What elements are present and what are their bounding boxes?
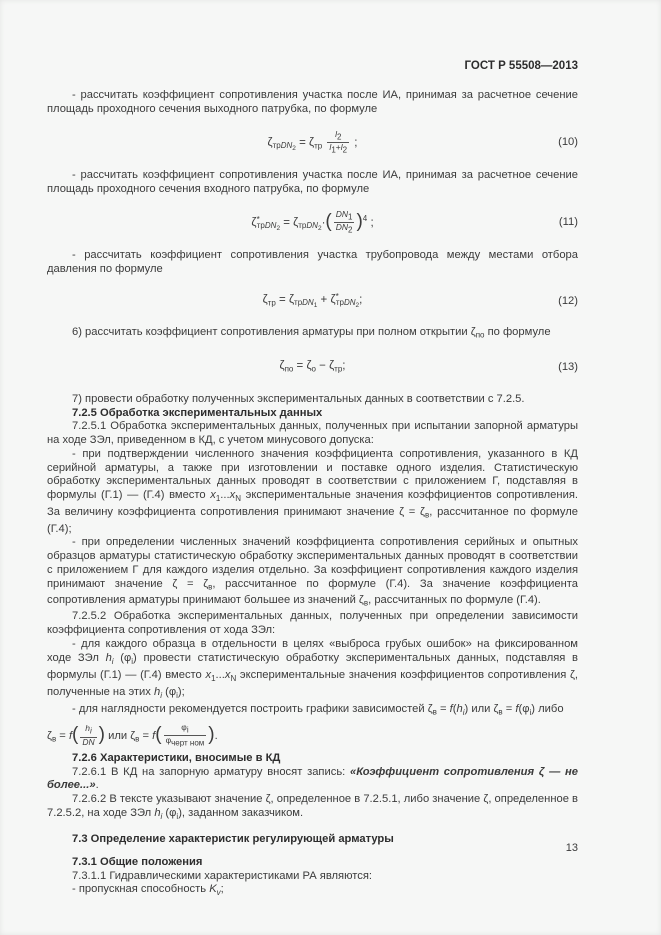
paragraph: - при определении численных значений коэффициента сопротивления серийных и опытных образцов арматуры статистическую обработку экспериментальных данных проводят в соответствии с приложением Г для каждого изделия отдельно. За коэффициент сопротивления каждого изделия принимают значение $\zeta = \zeta_в$, рассчитанное по формуле (Г.4). За значение коэффициента сопротивления арматуры принимают большее из значений $\zeta_в$, рассчитанных по формуле (Г.4). [47,536,578,608]
formula-math: $\zeta_{по} = \zeta_о - \zeta_{тр}$; [279,359,346,374]
paragraph: 6) рассчитать коэффициент сопротивления арматуры при полном открытии $\zeta_{по}$ по формуле [72,326,551,340]
paragraph: - для каждого образца в отдельности в целях «выброса грубых ошибок» на фиксированном ходе ЗЭл $h_i$ $(\varphi_i)$ провести статистическую обработку экспериментальных данных, подставляя в формулы (Г.1) — (Г.4) вместо $x_1...x_N$ экспериментальные значения коэффициентов сопротивления ζ, полученные на этих $h_i$ $(\varphi_i)$; [47,637,578,701]
section-heading: 7.2.5 Обработка экспериментальных данных [72,406,323,419]
paragraph: - для наглядности рекомендуется построить графики зависимостей $\zeta_в = f(h_i)$ или $\zeta_в = f(\varphi_i)$ либо [72,702,564,718]
paragraph: 7.2.6.2 В тексте указывают значение ζ, определенное в 7.2.5.1, либо значение ζ, определенное в 7.2.5.2, на ходе ЗЭл $h_i$ $(\varphi_i)$, заданном заказчиком. [47,793,578,822]
formula-number: (11) [558,215,578,228]
paragraph: 7.3.1.1 Гидравлическими характеристиками РА являются: [72,869,373,882]
formula-block [47,289,578,313]
page-header: ГОСТ Р 55508—2013 [464,60,578,72]
formula-number: (13) [558,360,578,373]
paragraph: - рассчитать коэффициент сопротивления участка трубопровода между местами отбора давления по формуле [47,248,578,275]
document-content [47,89,578,901]
paragraph: 7.2.5.1 Обработка экспериментальных данных, полученных при испытании запорной арматуры на ходе ЗЭл, приведенном в КД, с учетом минусового допуска: [47,420,578,447]
paragraph: - рассчитать коэффициент сопротивления участка после ИА, принимая за расчетное сечение площадь проходного сечения выходного патрубка, по формуле [47,89,578,115]
formula-number: (10) [558,135,578,148]
section-heading: 7.3 Определение характеристик регулирующей арматуры [72,833,394,846]
paragraph: - пропускная способность $K_v$; [72,883,224,898]
paragraph: $\zeta_в = f$( $\frac{h_i}{DN}$ ) или $\zeta_в = f$( $\frac{\varphi_i}{\varphi_{черт ном}}$ ). [47,721,218,749]
paragraph: 7.2.6.1 В КД на запорную арматуру вносят запись: «Коэффициент сопротивления ζ — не более...». [47,765,578,792]
page-number: 13 [565,842,578,854]
formula-block [47,210,578,236]
section-heading: 7.3.1 Общие положения [72,855,203,868]
formula-math: $\zeta_{тр} = \zeta_{трDN_1} + \zeta^*_{трDN_2}$; [262,290,363,310]
formula-block [47,356,578,380]
paragraph: 7.2.5.2 Обработка экспериментальных данных, полученных при определении зависимости коэффициента сопротивления от хода ЗЭл: [47,610,578,637]
formula-math: $\zeta_{трDN_2} = \zeta_{тр}$ $\frac{l_2}{l_1+l_2}$ ; [267,128,358,155]
paragraph: - рассчитать коэффициент сопротивления участка после ИА, принимая за расчетное сечение площадь проходного сечения входного патрубка, по формуле [47,168,578,195]
section-heading: 7.2.6 Характеристики, вносимые в КД [72,751,281,764]
formula-block [47,130,578,156]
paragraph: 7) провести обработку полученных экспериментальных данных в соответствии с 7.2.5. [72,392,525,405]
paragraph: - при подтверждении численного значения коэффициента сопротивления, указанного в КД серийной арматуры, а также при изготовлении и поставке одного изделия. Статистическую обработку экспериментальных данных проводят в соответствии с приложением Г, подставляя в формулы (Г.1) — (Г.4) вместо $x_1...x_N$ экспериментальные значения коэффициентов сопротивления. За величину коэффициента сопротивления принимают значение $\zeta = \zeta_в$, рассчитанное по формуле (Г.4); [47,447,578,535]
formula-number: (12) [558,294,578,307]
formula-math: $\zeta^*_{трDN_2} = \zeta_{трDN_2}\cdot$( $\frac{DN_1}{DN_2}$ )$^4$ ; [251,208,374,235]
